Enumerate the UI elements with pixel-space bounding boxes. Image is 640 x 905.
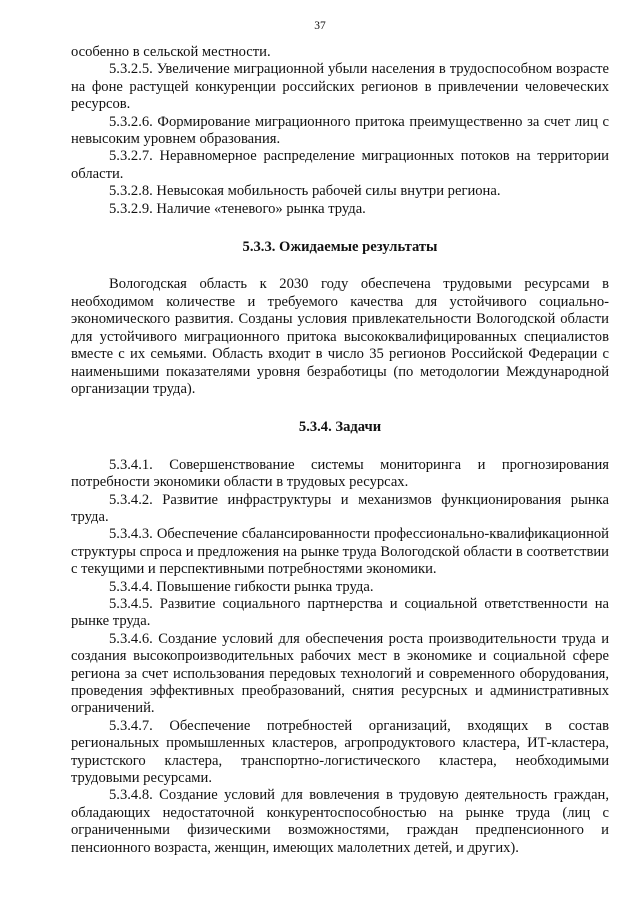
problem-item: 5.3.2.8. Невысокая мобильность рабочей силы внутри региона. [109,183,501,200]
task-item: 5.3.4.1. Совершенствование системы мониторинга и прогнозирования потребности экономики области в трудовых ресурсах. [71,456,609,491]
lead-in-text: особенно в сельской местности. [71,44,271,60]
expected-results-paragraph: Вологодская область к 2030 году обеспечена трудовыми ресурсами в необходимом количестве и требуемого качества для устойчивого социально-экономического развития. Созданы условия привлекательности Вологодской области для устойчивого миграционного притока высококвалифицированных специалистов вместе с их семьями. Область входит в число 35 регионов Российской Федерации с наименьшими показателями уровня безработицы (по методологии Международной организации труда). [71,276,609,397]
task-item: 5.3.4.3. Обеспечение сбалансированности профессионально-квалификационной структуры спроса и предложения на рынке труда Вологодской области в соответствии с текущими и перспективными потребностями экономики. [71,526,609,578]
document-body [71,44,609,857]
problem-item: 5.3.2.7. Неравномерное распределение миграционных потоков на территории области. [71,148,609,182]
task-item: 5.3.4.7. Обеспечение потребностей организаций, входящих в состав региональных промышленных кластеров, агропродуктового кластера, ИТ-кластера, туристского кластера, транспортно-логистического кластера, необходимыми трудовыми ресурсами. [71,717,609,787]
section-heading-tasks: 5.3.4. Задачи [298,419,382,436]
page-number: 37 [314,20,326,32]
problem-item: 5.3.2.5. Увеличение миграционной убыли населения в трудоспособном возрасте на фоне растущей конкуренции российских регионов в привлечении человеческих ресурсов. [71,61,609,113]
section-heading-expected-results: 5.3.3. Ожидаемые результаты [242,239,438,256]
task-item: 5.3.4.5. Развитие социального партнерства и социальной ответственности на рынке труда. [71,595,609,630]
task-item: 5.3.4.4. Повышение гибкости рынка труда. [109,578,374,595]
problem-item: 5.3.2.6. Формирование миграционного притока преимущественно за счет лиц с невысоким уровнем образования. [71,113,609,148]
task-item: 5.3.4.2. Развитие инфраструктуры и механизмов функционирования рынка труда. [71,491,609,525]
task-item: 5.3.4.8. Создание условий для вовлечения в трудовую деятельность граждан, обладающих недостаточной конкурентоспособностью на рынке труда (лиц с ограниченными физическими возможностями, граждан предпенсионного и пенсионного возраста, женщин, имеющих малолетних детей, и других). [71,787,609,856]
task-item: 5.3.4.6. Создание условий для обеспечения роста производительности труда и создания высокопроизводительных рабочих мест в экономике и социальной сфере региона за счет использования передовых технологий и современного оборудования, проведения эффективных преобразований, снятия ресурсных и административных ограничений. [71,630,609,717]
problem-item: 5.3.2.9. Наличие «теневого» рынка труда. [109,200,366,217]
